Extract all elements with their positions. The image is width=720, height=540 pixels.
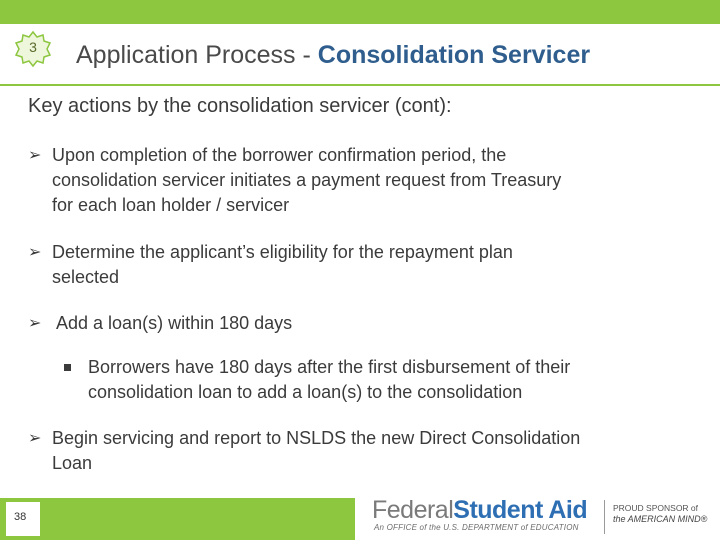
page-number: 38 xyxy=(14,511,27,523)
bullet-item xyxy=(28,143,708,218)
bullet-line: Loan xyxy=(52,453,93,473)
sponsor-line-1: PROUD SPONSOR of xyxy=(613,503,699,513)
bullet-item xyxy=(28,240,708,290)
title-plain: Application Process - xyxy=(76,41,318,69)
top-accent-bar xyxy=(0,0,720,24)
sub-bullet-line: consolidation loan to add a loan(s) to the consolidation xyxy=(88,382,523,402)
bullet-line: Add a loan(s) within 180 days xyxy=(52,313,293,333)
logo-wordmark xyxy=(372,496,587,525)
bullet-line: selected xyxy=(52,267,120,287)
footer-accent-bar xyxy=(0,498,355,540)
arrow-bullet-icon: ➢ xyxy=(28,315,42,332)
step-badge xyxy=(14,30,52,68)
federal-student-aid-logo xyxy=(372,496,597,538)
sponsor-tagline xyxy=(613,503,718,525)
arrow-bullet-icon: ➢ xyxy=(28,430,42,447)
sub-bullet-line: Borrowers have 180 days after the first disbursement of their xyxy=(88,357,571,377)
bullet-line: Begin servicing and report to NSLDS the new Direct Consolidation xyxy=(52,428,581,448)
logo-subtitle: An OFFICE of the U.S. DEPARTMENT of EDUCATION xyxy=(374,523,579,532)
square-bullet-icon xyxy=(64,364,71,371)
bullet-line: Upon completion of the borrower confirmation period, the xyxy=(52,145,507,165)
bullet-item xyxy=(28,311,708,336)
bullet-line: for each loan holder / servicer xyxy=(52,195,290,215)
arrow-bullet-icon: ➢ xyxy=(28,244,42,261)
logo-student-aid: Student Aid xyxy=(453,496,588,524)
logo-divider xyxy=(604,500,605,534)
sponsor-line-2: the AMERICAN MIND® xyxy=(613,514,708,524)
intro-text: Key actions by the consolidation servicer (cont): xyxy=(28,95,452,117)
title-bold: Consolidation Servicer xyxy=(317,41,591,69)
page-title xyxy=(76,41,590,70)
bullet-line: consolidation servicer initiates a payment request from Treasury xyxy=(52,170,562,190)
bullet-line: Determine the applicant’s eligibility for the repayment plan xyxy=(52,242,513,262)
bullet-item xyxy=(28,426,718,476)
logo-federal: Federal xyxy=(372,496,454,524)
sub-bullet-item xyxy=(64,355,714,405)
arrow-bullet-icon: ➢ xyxy=(28,147,42,164)
title-divider xyxy=(0,84,720,86)
step-number: 3 xyxy=(29,39,37,55)
